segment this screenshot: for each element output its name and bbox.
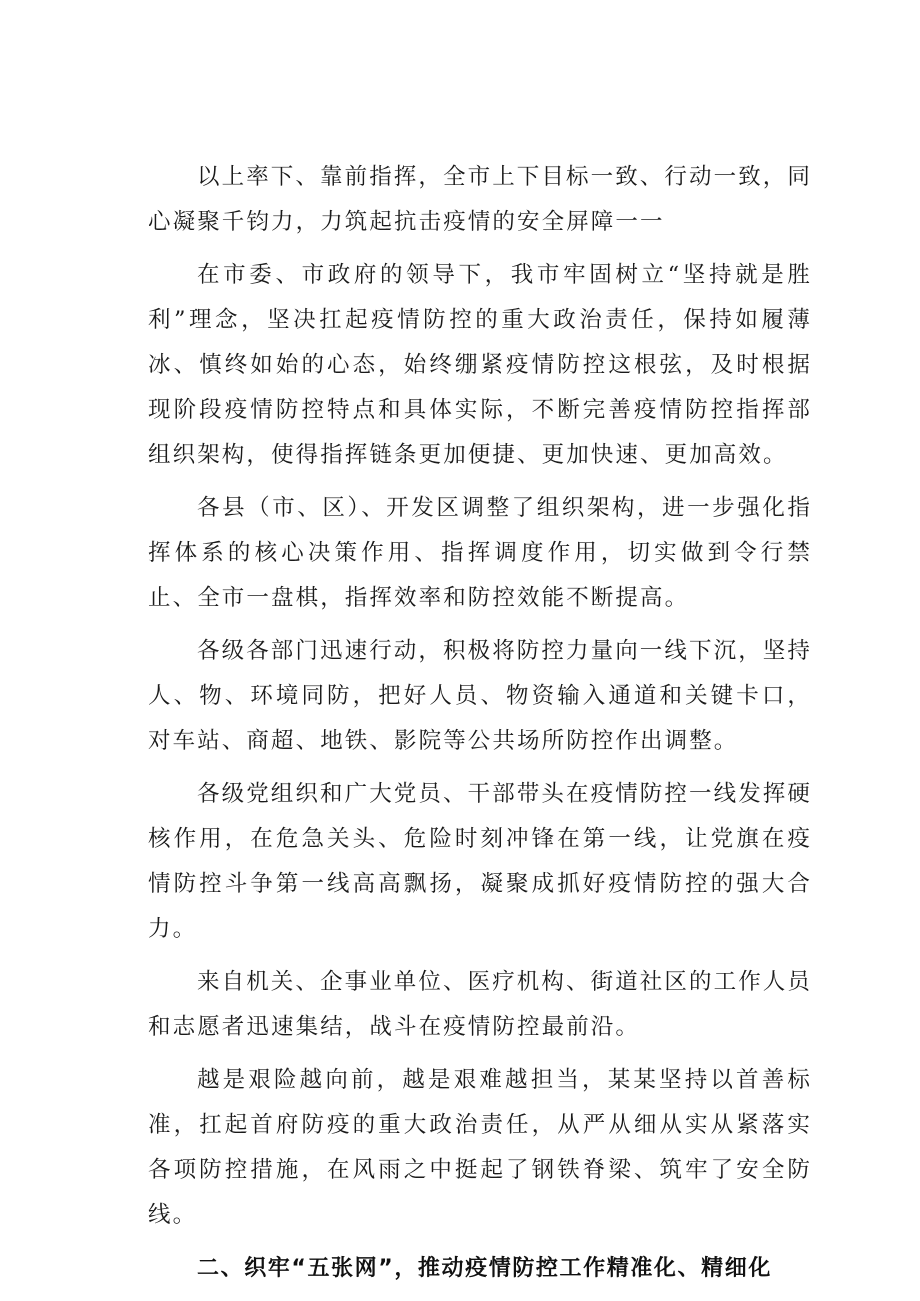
- paragraph-county-adjustment: 各县（市、区）、开发区调整了组织架构，进一步强化指挥体系的核心决策作用、指挥调度作用，切实做到令行禁止、全市一盘棋，指挥效率和防控效能不断提高。: [148, 495, 812, 611]
- paragraph-leadership-unity: 以上率下、靠前指挥，全市上下目标一致、行动一致，同心凝聚千钧力，力筑起抗击疫情的安全屏障一一: [148, 164, 813, 235]
- paragraph-volunteers: 来自机关、企事业单位、医疗机构、街道社区的工作人员和志愿者迅速集结，战斗在疫情防控最前沿。: [148, 969, 813, 1040]
- paragraph-departments-action: 各级各部门迅速行动，积极将防控力量向一线下沉，坚持人、物、环境同防，把好人员、物资输入通道和关键卡口，对车站、商超、地铁、影院等公共场所防控作出调整。: [148, 638, 813, 754]
- paragraph-party-members: 各级党组织和广大党员、干部带头在疫情防控一线发挥硬核作用，在危急关头、危险时刻冲锋在第一线，让党旗在疫情防控斗争第一线高高飘扬，凝聚成抓好疫情防控的强大合力。: [148, 781, 813, 942]
- document-body: [148, 155, 812, 1291]
- paragraph-command-structure: 在市委、市政府的领导下，我市牢固树立“坚持就是胜利”理念，坚决扛起疫情防控的重大政治责任，保持如履薄冰、慎终如始的心态，始终绷紧疫情防控这根弦，及时根据现阶段疫情防控特点和具体实际，不断完善疫情防控指挥部组织架构，使得指挥链条更加便捷、更加快速、更加高效。: [148, 262, 812, 468]
- section-heading: 二、织牢“五张网”，推动疫情防控工作精准化、精细化: [197, 1256, 772, 1281]
- paragraph-capital-standard: 越是艰险越向前，越是艰难越担当，某某坚持以首善标准，扛起首府防疫的重大政治责任，从严从细从实从紧落实各项防控措施，在风雨之中挺起了钢铁脊梁、筑牢了安全防线。: [148, 1067, 812, 1228]
